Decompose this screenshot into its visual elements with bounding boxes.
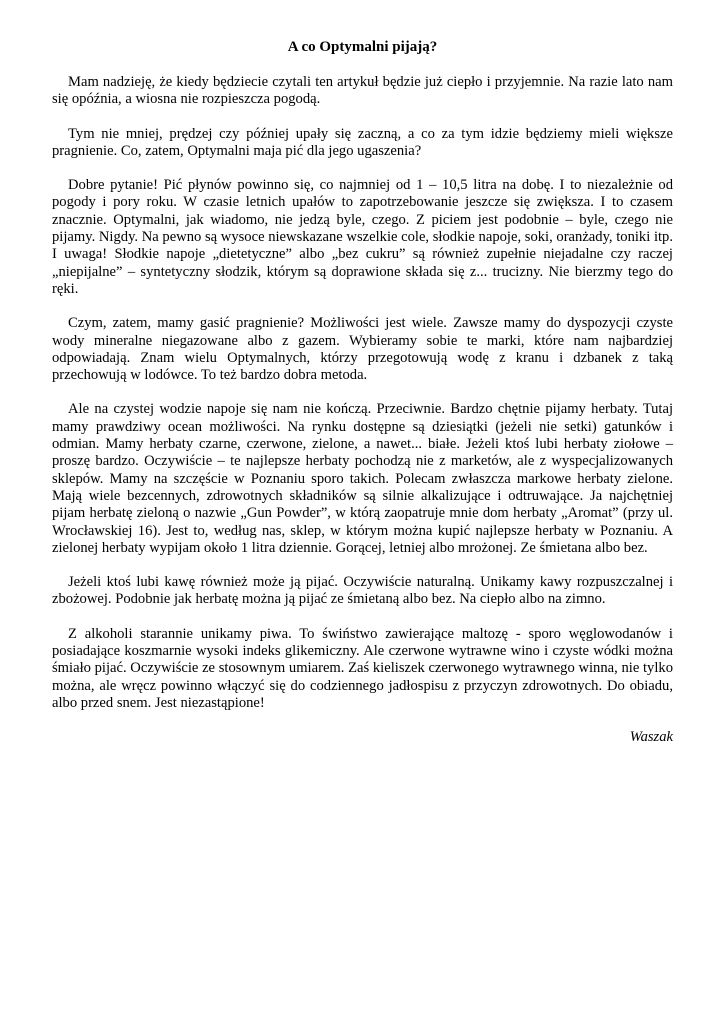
paragraph-good-question: Dobre pytanie! Pić płynów powinno się, co najmniej od 1 – 10,5 litra na dobę. I to niezależnie od pogody i pory roku. W czasie letnich upałów to zapotrzebowanie jeszcze się zwiększa. I to czasem znacznie. Optymalni, jak wiadomo, nie jedzą byle, czego. Z piciem jest podobnie – byle, czego nie pijamy. Nigdy. Na pewno są wysoce niewskazane wszelkie cole, słodkie napoje, soki, oranżady, toniki itp. I uwaga! Słodkie napoje „dietetyczne” albo „bez cukru” są również zupełnie niejadalne czy raczej „niepijalne” – syntetyczny słodzik, którym są doprawione składa się z... trucizny. Nie bierzmy tego do ręki. bbox=[52, 177, 673, 297]
paragraph-coffee: Jeżeli ktoś lubi kawę również może ją pijać. Oczywiście naturalną. Unikamy kawy rozpuszczalnej i zbożowej. Podobnie jak herbatę można ją pijać ze śmietaną albo bez. Na ciepło albo na zimno. bbox=[52, 574, 673, 608]
author-signature: Waszak bbox=[629, 729, 673, 746]
paragraph-tea: Ale na czystej wodzie napoje się nam nie kończą. Przeciwnie. Bardzo chętnie pijamy herbaty. Tutaj mamy prawdziwy ocean możliwości. Na rynku dostępne są dziesiątki (jeżeli nie setki) gatunków i odmian. Mamy herbaty czarne, czerwone, zielone, a nawet... białe. Jeżeli ktoś lubi herbaty ziołowe – proszę bardzo. Oczywiście – te najlepsze herbaty pochodzą nie z marketów, ale z wyspecjalizowanych sklepów. Mamy na szczęście w Poznaniu sporo takich. Polecam zwłaszcza markowe herbaty zielone. Mają wiele bezcennych, zdrowotnych składników są silnie alkalizujące i odtruwające. Ja najchętniej pijam herbatę zieloną o nazwie „Gun Powder”, w którą zaopatruje mnie dom herbaty „Aromat” (przy ul. Wrocławskiej 16). Jest to, według nas, sklep, w którym można kupić najlepsze herbaty w Poznaniu. A zielonej herbaty wypijam około 1 litra dziennie. Gorącej, letniej albo mrożonej. Ze śmietana albo bez. bbox=[52, 401, 673, 556]
paragraph-water: Czym, zatem, mamy gasić pragnienie? Możliwości jest wiele. Zawsze mamy do dyspozycji czyste wody mineralne niegazowane albo z gazem. Wybieramy sobie te marki, które nam najbardziej odpowiadają. Znam wielu Optymalnych, którzy przegotowują wodę z kranu i dzbanek z taką przechowują w lodówce. To też bardzo dobra metoda. bbox=[52, 315, 673, 384]
paragraph-thirst: Tym nie mniej, prędzej czy później upały się zaczną, a co za tym idzie będziemy mieli większe pragnienie. Co, zatem, Optymalni maja pić dla jego ugaszenia? bbox=[52, 125, 673, 159]
paragraph-alcohol: Z alkoholi starannie unikamy piwa. To świństwo zawierające maltozę - sporo węglowodanów i posiadające koszmarnie wysoki indeks glikemiczny. Ale czerwone wytrawne wino i czyste wódki można śmiało pijać. Oczywiście ze stosownym umiarem. Zaś kieliszek czerwonego wytrawnego winna, nie tylko można, ale wręcz powinno włączyć się do codziennego jadłospisu z przyczyn zdrowotnych. Do obiadu, albo przed snem. Jest niezastąpione! bbox=[52, 625, 673, 711]
page-title: A co Optymalni pijają? bbox=[287, 39, 438, 55]
paragraph-intro: Mam nadzieję, że kiedy będziecie czytali ten artykuł będzie już ciepło i przyjemnie. Na razie lato nam się opóźnia, a wiosna nie rozpieszcza pogodą. bbox=[52, 74, 673, 108]
document-page bbox=[52, 38, 673, 746]
